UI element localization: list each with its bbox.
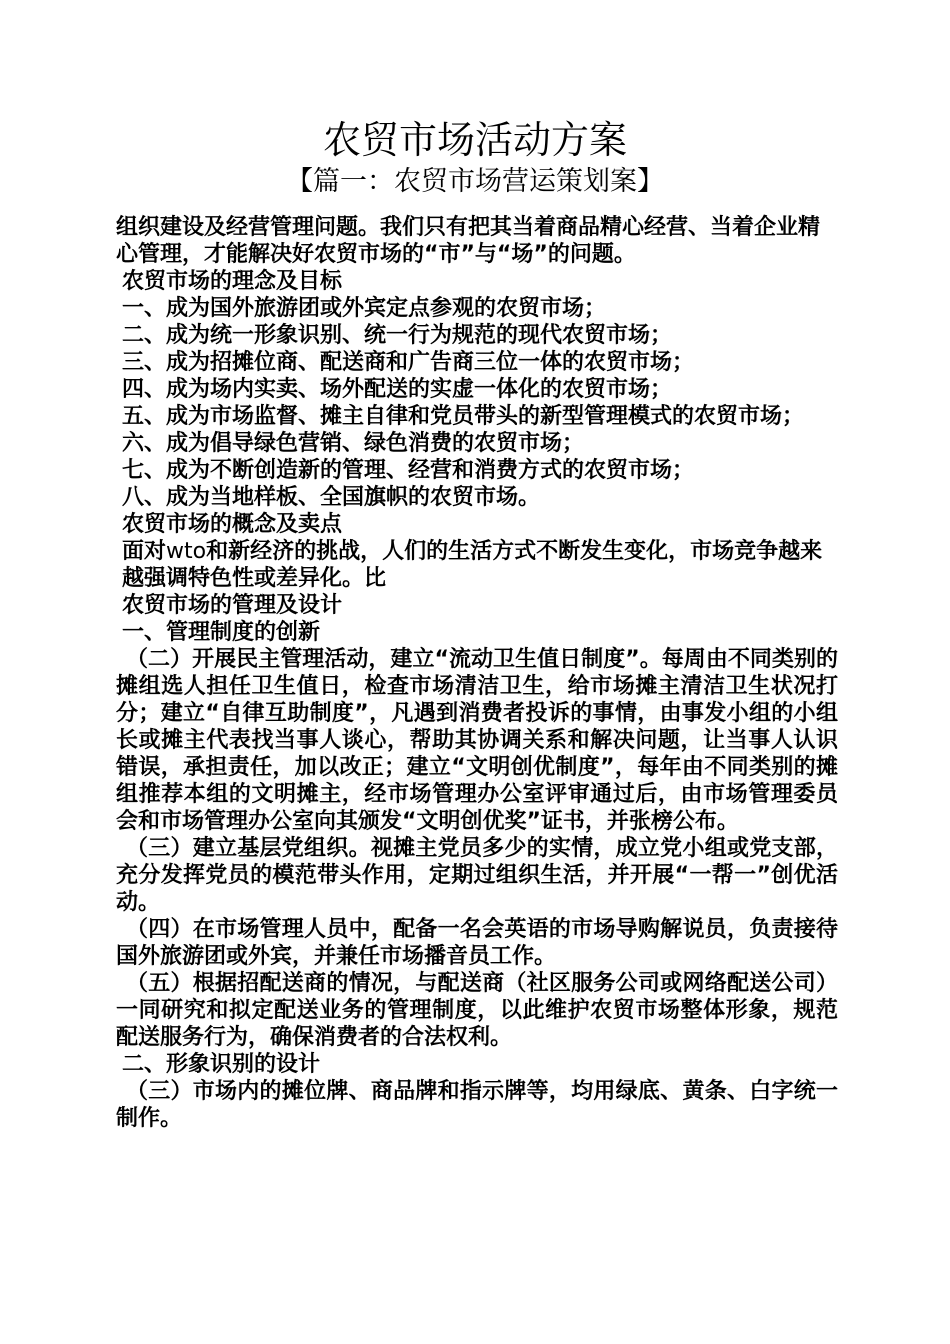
goal-item: 三、成为招摊位商、配送商和广告商三位一体的农贸市场； <box>122 350 695 375</box>
goal-item: 五、成为市场监督、摊主自律和党员带头的新型管理模式的农贸市场； <box>122 404 805 429</box>
management-paragraph: （二）开展民主管理活动，建立“流动卫生值日制度”。每周由不同类别的摊组选人担任卫生值日，检查市场清洁卫生，给市场摊主清洁卫生状况打分；建立“自律互助制度”，凡遇到消费者投诉的事情，由事发小组的小组长或摊主代表找当事人谈心，帮助其协调关系和解决问题，让当事人认识错误，承担责任，加以改正；建立“文明创优制度”，每年由不同类别的摊组推荐本组的文明摊主，经市场管理办公室评审通过后，由市场管理委员会和市场管理办公室向其颁发“文明创优奖”证书，并张榜公布。 <box>116 647 838 834</box>
goal-item: 八、成为当地样板、全国旗帜的农贸市场。 <box>122 485 541 510</box>
concept-paragraph <box>116 538 838 592</box>
goal-item: 一、成为国外旅游团或外宾定点参观的农贸市场； <box>122 296 607 321</box>
section-heading-philosophy: 农贸市场的理念及目标 <box>122 269 343 294</box>
management-paragraph: （五）根据招配送商的情况，与配送商（社区服务公司或网络配送公司）一同研究和拟定配送业务的管理制度，以此维护农贸市场整体形象，规范配送服务行为，确保消费者的合法权利。 <box>116 971 838 1050</box>
concept-text-wto: wto <box>166 539 207 564</box>
goal-item: 二、成为统一形象识别、统一行为规范的现代农贸市场； <box>122 323 673 348</box>
concept-text-post: 和新经济的挑战，人们的生活方式不断发生变化，市场竞争越来越强调特色性或差异化。比 <box>122 539 823 591</box>
concept-text-pre: 面对 <box>122 539 167 564</box>
document-title: 农贸市场活动方案 <box>322 118 627 162</box>
management-paragraph: （四）在市场管理人员中，配备一名会英语的市场导购解说员，负责接待国外旅游团或外宾，并兼任市场播音员工作。 <box>116 917 838 969</box>
document-body <box>116 214 838 1132</box>
subsection-heading-identity: 二、形象识别的设计 <box>122 1052 321 1077</box>
management-paragraph: （三）建立基层党组织。视摊主党员多少的实情，成立党小组或党支部，充分发挥党员的模范带头作用，定期过组织生活，并开展“一帮一”创优活动。 <box>116 836 838 915</box>
document-subtitle: 【篇一：农贸市场营运策划案】 <box>286 166 664 197</box>
goal-item: 七、成为不断创造新的管理、经营和消费方式的农贸市场； <box>122 458 695 483</box>
goal-item: 四、成为场内实卖、场外配送的实虚一体化的农贸市场； <box>122 377 673 402</box>
subsection-heading-rules: 一、管理制度的创新 <box>122 620 321 645</box>
section-heading-management: 农贸市场的管理及设计 <box>122 593 343 618</box>
goal-item: 六、成为倡导绿色营销、绿色消费的农贸市场； <box>122 431 585 456</box>
intro-paragraph: 组织建设及经营管理问题。我们只有把其当着商品精心经营、当着企业精心管理，才能解决好农贸市场的“市”与“场”的问题。 <box>116 215 821 267</box>
section-heading-concept: 农贸市场的概念及卖点 <box>122 512 343 537</box>
identity-paragraph: （三）市场内的摊位牌、商品牌和指示牌等，均用绿底、黄条、白字统一制作。 <box>116 1079 838 1131</box>
